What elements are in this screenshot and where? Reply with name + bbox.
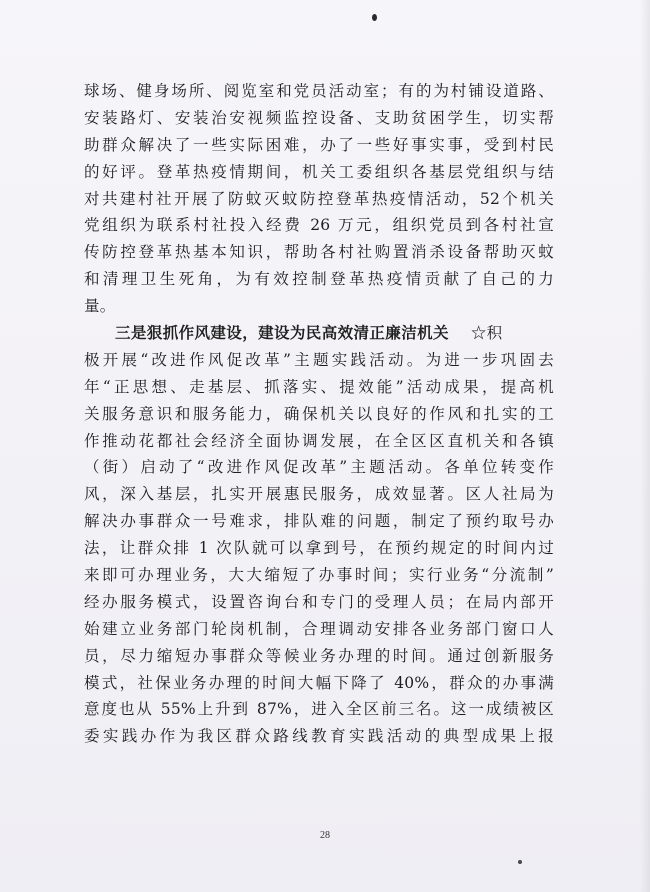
text-line: 模式，社保业务办理的时间大幅下降了 40%，群众的办事满: [84, 673, 554, 692]
text-line: 解决办事群众一号难求，排队难的问题，制定了预约取号办: [84, 512, 554, 531]
section-heading: 三是狠抓作风建设，建设为民高效清正廉洁机关: [115, 323, 449, 343]
text-line: 极开展“改进作风促改革”主题实践活动。为进一步巩固去: [84, 350, 554, 369]
text-line: 法，让群众排 1 次队就可以拿到号，在预约规定的时间内过: [84, 539, 554, 558]
text-line: 来即可办理业务，大大缩短了办事时间；实行业务“分流制”: [84, 566, 554, 585]
page-edge-shadow: [640, 0, 650, 892]
paragraph-1: [84, 78, 554, 320]
text-line: 风，深入基层，扎实开展惠民服务，成效显著。区人社局为: [84, 485, 554, 504]
section-heading-line: [84, 320, 554, 347]
text-line: 作推动花都社会经济全面协调发展，在全区区直机关和各镇: [84, 431, 554, 450]
text-line: 始建立业务部门轮岗机制，合理调动安排各业务部门窗口人: [84, 619, 554, 638]
text-line: 关服务意识和服务能力，确保机关以良好的作风和扎实的工: [84, 404, 554, 423]
heading-tail-text: ☆积: [470, 324, 503, 343]
text-line: 量。: [84, 297, 116, 316]
text-line: 经办服务模式，设置咨询台和专门的受理人员；在局内部开: [84, 592, 554, 611]
text-line: （街）启动了“改进作风促改革”主题活动。各单位转变作: [84, 458, 554, 477]
text-line: 球场、健身场所、阅览室和党员活动室；有的为村铺设道路、: [84, 82, 554, 100]
text-line: 助群众解决了一些实际困难，办了一些好事实事，受到村民: [84, 135, 554, 154]
ink-speck-top: [372, 14, 377, 21]
text-line: 对共建村社开展了防蚊灭蚊防控登革热疫情活动，52个机关: [84, 189, 554, 208]
text-line: 和清理卫生死角，为有效控制登革热疫情贡献了自己的力: [84, 270, 554, 289]
text-line: 安装路灯、安装治安视频监控设备、支助贫困学生，切实帮: [84, 108, 554, 127]
page-number: 28: [320, 830, 330, 841]
text-line: 年“正思想、走基层、抓落实、提效能”活动成果，提高机: [84, 377, 554, 396]
document-body: [84, 78, 554, 750]
text-line: 委实践办作为我区群众路线教育实践活动的典型成果上报: [84, 727, 554, 746]
paragraph-2: [84, 320, 554, 750]
ink-speck-bottom: [518, 860, 522, 864]
text-line: 党组织为联系村社投入经费 26 万元，组织党员到各村社宣: [84, 216, 554, 235]
text-line: 意度也从 55%上升到 87%，进入全区前三名。这一成绩被区: [84, 700, 554, 719]
text-line: 员，尽力缩短办事群众等候业务办理的时间。通过创新服务: [84, 646, 554, 665]
text-line: 传防控登革热基本知识，帮助各村社购置消杀设备帮助灭蚊: [84, 243, 554, 262]
text-line: 的好评。登革热疫情期间，机关工委组织各基层党组织与结: [84, 162, 554, 181]
